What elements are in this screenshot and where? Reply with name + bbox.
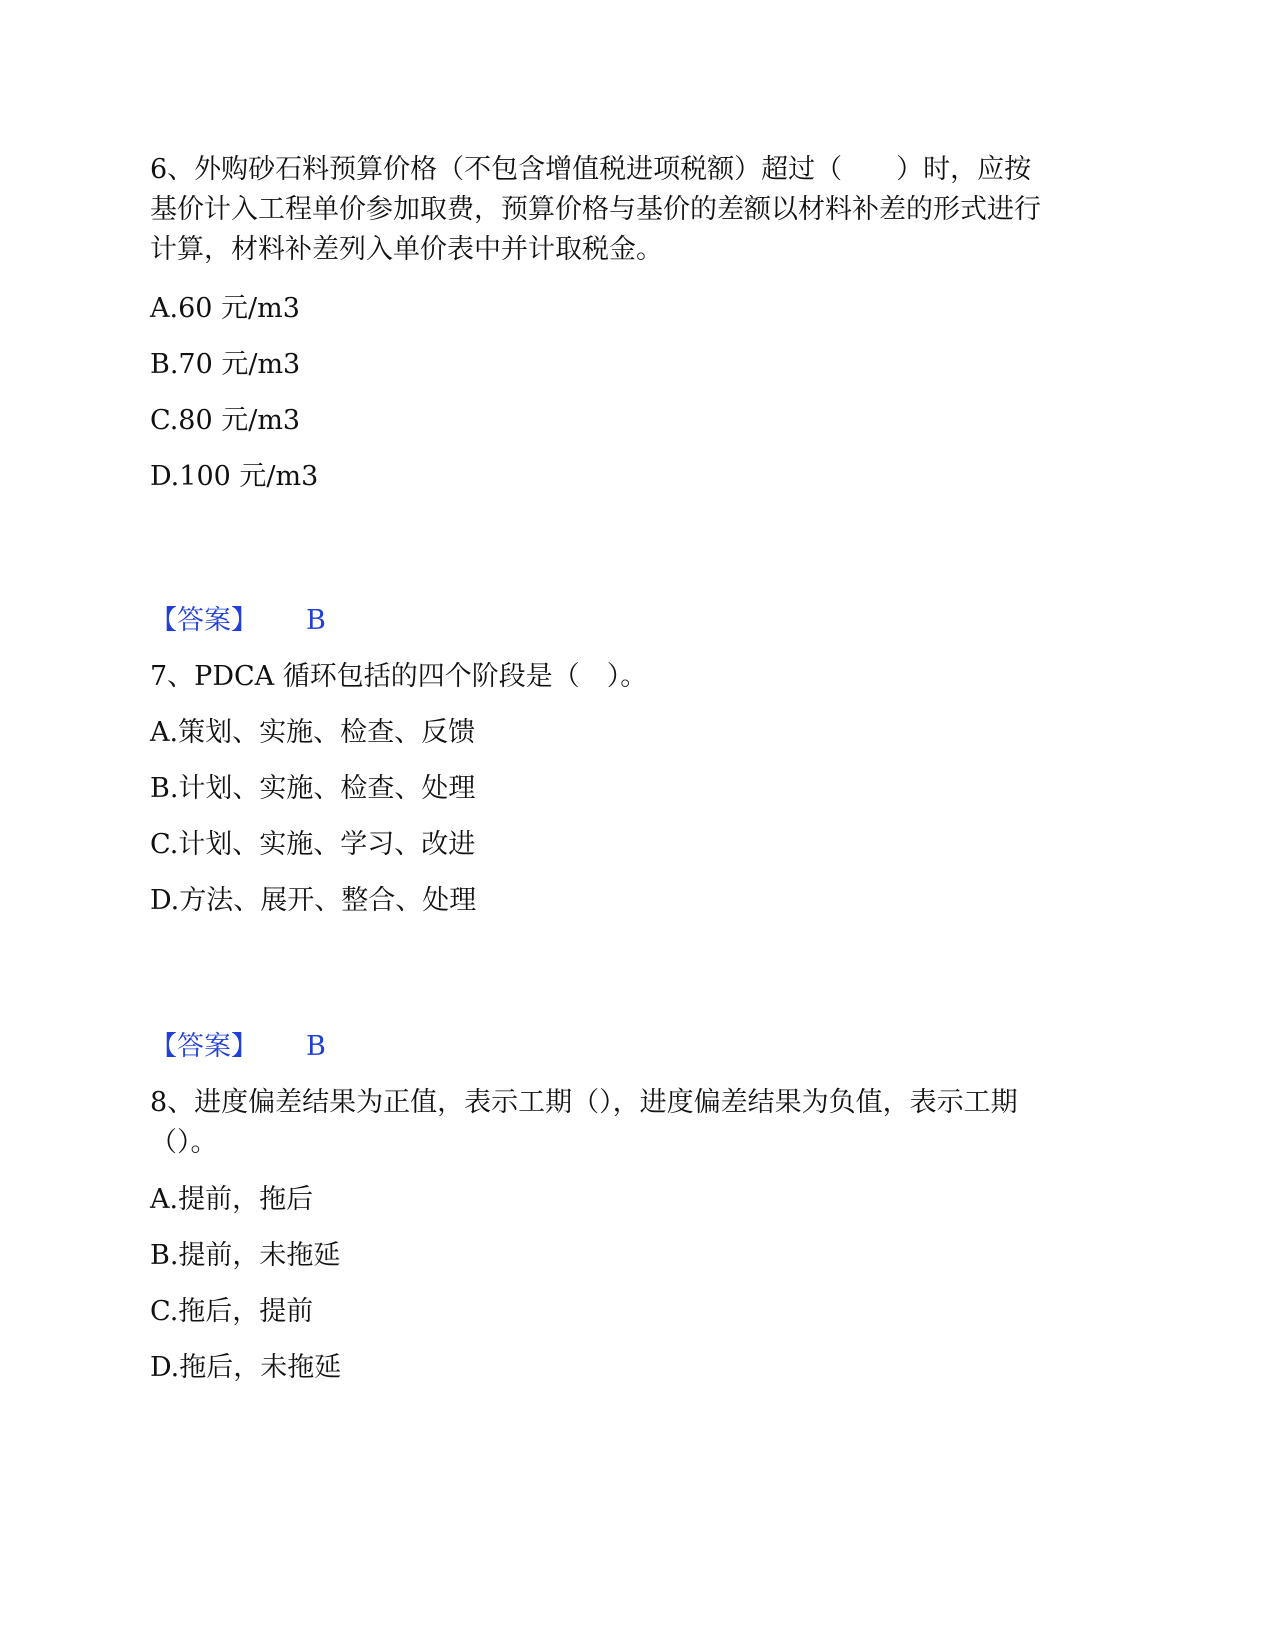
answer-label: 【答案】 (150, 1031, 258, 1062)
question-6-option-d: D.100 元/m3 (150, 461, 319, 492)
question-7-option-d: D.方法、展开、整合、处理 (150, 885, 477, 916)
question-6-option-a: A.60 元/m3 (150, 293, 300, 324)
question-6-option-c: C.80 元/m3 (150, 405, 301, 436)
question-7-option-c: C.计划、实施、学习、改进 (150, 829, 476, 860)
question-8-stem-line-2: （）。 (150, 1127, 218, 1158)
question-6-stem-line-2: 基价计入工程单价参加取费，预算价格与基价的差额以材料补差的形式进行 (150, 194, 1041, 225)
question-8-stem-line-1: 8、进度偏差结果为正值，表示工期（），进度偏差结果为负值，表示工期 (150, 1087, 1018, 1118)
question-7-stem-line-1: 7、PDCA 循环包括的四个阶段是（ ）。 (150, 661, 648, 692)
answer-label: 【答案】 (150, 605, 258, 636)
question-6-answer (150, 601, 326, 641)
question-7-option-b: B.计划、实施、检查、处理 (150, 773, 476, 804)
question-6-stem-line-1: 6、外购砂石料预算价格（不包含增值税进项税额）超过（ ）时，应按 (150, 154, 1032, 185)
answer-value: B (306, 1031, 326, 1062)
question-6-option-b: B.70 元/m3 (150, 349, 301, 380)
question-8-option-c: C.拖后，提前 (150, 1296, 314, 1327)
question-8-option-a: A.提前，拖后 (150, 1184, 314, 1215)
question-7-option-a: A.策划、实施、检查、反馈 (150, 717, 476, 748)
question-6-stem-line-3: 计算，材料补差列入单价表中并计取税金。 (150, 234, 663, 265)
question-7-answer (150, 1027, 326, 1067)
answer-value: B (306, 605, 326, 636)
question-8-option-b: B.提前，未拖延 (150, 1240, 341, 1271)
question-8-option-d: D.拖后，未拖延 (150, 1352, 342, 1383)
